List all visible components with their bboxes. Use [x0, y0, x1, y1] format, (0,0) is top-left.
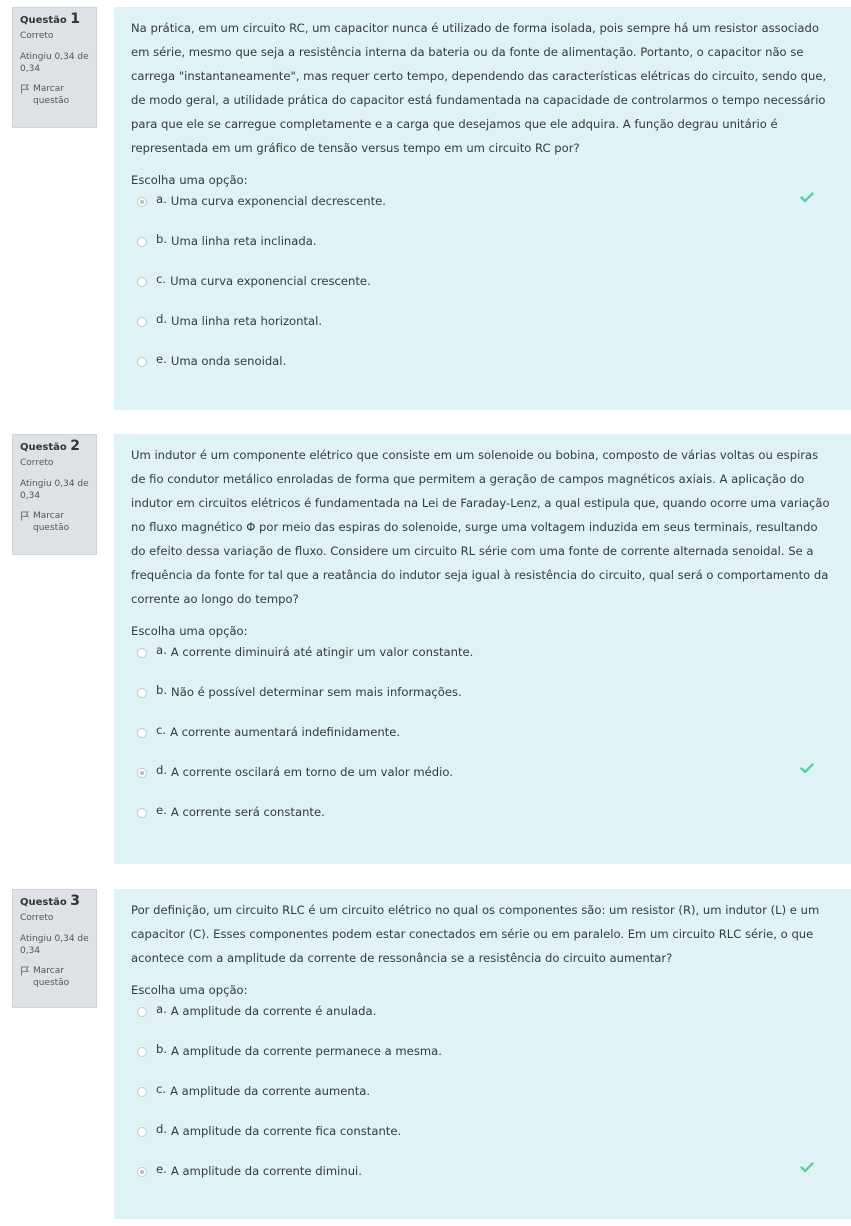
answer-letter: a.	[156, 192, 167, 206]
answer-letter: b.	[156, 232, 168, 246]
flag-question-label: Marcar questão	[33, 511, 70, 533]
question-label: Questão	[20, 442, 67, 453]
question-number-value: 3	[70, 893, 80, 909]
answer-text: A amplitude da corrente permanece a mesma.	[171, 1044, 442, 1058]
question-grade: Atingiu 0,34 de 0,34	[20, 52, 89, 74]
answer-option-c[interactable]	[131, 721, 834, 761]
question-grade: Atingiu 0,34 de 0,34	[20, 934, 89, 956]
answer-letter: e.	[156, 352, 167, 366]
question-content	[114, 7, 851, 410]
question-number-value: 2	[70, 438, 80, 454]
answer-prompt: Escolha uma opção:	[131, 983, 248, 997]
question-number	[20, 895, 89, 909]
answer-text: A corrente diminuirá até atingir um valor constante.	[170, 645, 474, 659]
flag-icon	[20, 511, 30, 521]
answer-option-a[interactable]	[131, 1000, 834, 1040]
question-info	[12, 434, 97, 555]
answer-option-d[interactable]	[131, 1120, 834, 1160]
answer-letter: d.	[156, 763, 168, 777]
answer-text: Uma linha reta inclinada.	[171, 234, 317, 248]
answer-text: A amplitude da corrente fica constante.	[171, 1124, 402, 1138]
radio-button[interactable]	[137, 728, 147, 738]
check-icon	[800, 1162, 814, 1173]
question-info	[12, 889, 97, 1008]
answer-letter: c.	[156, 272, 167, 286]
flag-question-label: Marcar questão	[33, 966, 70, 988]
radio-button[interactable]	[137, 1047, 147, 1057]
answer-letter: a.	[156, 1002, 167, 1016]
answer-list	[131, 190, 834, 390]
answer-text: A amplitude da corrente diminui.	[170, 1164, 362, 1178]
question-text: Por definição, um circuito RLC é um circuito elétrico no qual os componentes são: um resistor (R), um indutor (L) e um capacitor (C). Esses componentes podem estar conectados em série ou em paralelo. Em um circuito RLC série, o que acontece com a amplitude da corrente de ressonância se a resistência do circuito aumentar?	[131, 903, 820, 965]
question-content	[114, 434, 851, 864]
answer-letter: a.	[156, 643, 167, 657]
flag-question-button[interactable]	[20, 83, 89, 107]
answer-letter: e.	[156, 1162, 167, 1176]
answer-option-d[interactable]	[131, 761, 834, 801]
answer-option-e[interactable]	[131, 1160, 834, 1200]
answer-option-b[interactable]	[131, 1040, 834, 1080]
check-icon	[800, 192, 814, 203]
answer-letter: c.	[156, 723, 167, 737]
check-icon	[800, 763, 814, 774]
answer-option-e[interactable]	[131, 801, 834, 841]
answer-letter: d.	[156, 312, 168, 326]
question-text: Na prática, em um circuito RC, um capacitor nunca é utilizado de forma isolada, pois sempre há um resistor associado em série, mesmo que seja a resistência interna da bateria ou da fonte de alimentação. Portanto, o capacitor não se carrega "instantaneamente", mas requer certo tempo, dependendo das características elétricas do circuito, sendo que, de modo geral, a utilidade prática do capacitor está fundamentada na capacidade de controlarmos o tempo necessário para que ele se carregue completamente e a carga que desejamos que ele adquira. A função degrau unitário é representada em um gráfico de tensão versus tempo em um circuito RC por?	[131, 21, 827, 155]
question-1	[0, 7, 851, 410]
answer-option-e[interactable]	[131, 350, 834, 390]
answer-text: Uma curva exponencial crescente.	[170, 274, 371, 288]
answer-letter: b.	[156, 1042, 168, 1056]
answer-text: A amplitude da corrente aumenta.	[170, 1084, 371, 1098]
answer-letter: c.	[156, 1082, 167, 1096]
flag-question-label: Marcar questão	[33, 84, 70, 106]
radio-button[interactable]	[137, 1007, 147, 1017]
answer-text: Uma linha reta horizontal.	[171, 314, 323, 328]
answer-text: A corrente oscilará em torno de um valor médio.	[171, 765, 453, 779]
radio-button[interactable]	[137, 808, 147, 818]
answer-list	[131, 641, 834, 841]
question-number	[20, 13, 89, 27]
question-info	[12, 7, 97, 128]
question-3	[0, 889, 851, 1219]
question-grade: Atingiu 0,34 de 0,34	[20, 479, 89, 501]
answer-letter: b.	[156, 683, 168, 697]
question-label: Questão	[20, 15, 67, 26]
flag-icon	[20, 84, 30, 94]
radio-button[interactable]	[137, 277, 147, 287]
answer-text: A corrente aumentará indefinidamente.	[170, 725, 401, 739]
radio-button[interactable]	[137, 237, 147, 247]
answer-text: Uma onda senoidal.	[170, 354, 287, 368]
answer-option-c[interactable]	[131, 270, 834, 310]
radio-button[interactable]	[137, 317, 147, 327]
radio-button[interactable]	[137, 197, 147, 207]
answer-prompt: Escolha uma opção:	[131, 173, 248, 187]
answer-letter: d.	[156, 1122, 168, 1136]
answer-option-a[interactable]	[131, 190, 834, 230]
answer-text: Uma curva exponencial decrescente.	[170, 194, 386, 208]
flag-question-button[interactable]	[20, 510, 89, 534]
answer-option-b[interactable]	[131, 230, 834, 270]
radio-button[interactable]	[137, 357, 147, 367]
radio-button[interactable]	[137, 768, 147, 778]
question-state: Correto	[20, 458, 54, 468]
question-state: Correto	[20, 913, 54, 923]
answer-option-c[interactable]	[131, 1080, 834, 1120]
question-label: Questão	[20, 897, 67, 908]
answer-prompt: Escolha uma opção:	[131, 624, 248, 638]
answer-letter: e.	[156, 803, 167, 817]
answer-text: A amplitude da corrente é anulada.	[170, 1004, 377, 1018]
radio-button[interactable]	[137, 1087, 147, 1097]
flag-icon	[20, 966, 30, 976]
radio-button[interactable]	[137, 1167, 147, 1177]
answer-option-a[interactable]	[131, 641, 834, 681]
radio-button[interactable]	[137, 648, 147, 658]
radio-button[interactable]	[137, 688, 147, 698]
answer-list	[131, 1000, 834, 1200]
question-number-value: 1	[70, 11, 80, 27]
answer-option-b[interactable]	[131, 681, 834, 721]
answer-text: A corrente será constante.	[170, 805, 325, 819]
question-text: Um indutor é um componente elétrico que consiste em um solenoide ou bobina, composto de várias voltas ou espiras de fio condutor metálico enroladas de forma que permitem a geração de campos magnéticos axiais. A aplicação do indutor em circuitos elétricos é fundamentada na Lei de Faraday-Lenz, a qual estipula que, quando ocorre uma variação no fluxo magnético Φ por meio das espiras do solenoide, surge uma voltagem induzida em seus terminais, resultando do efeito dessa variação de fluxo. Considere um circuito RL série com uma fonte de corrente alternada senoidal. Se a frequência da fonte for tal que a reatância do indutor seja igual à resistência do circuito, qual será o comportamento da corrente ao longo do tempo?	[131, 448, 830, 606]
question-content	[114, 889, 851, 1219]
answer-option-d[interactable]	[131, 310, 834, 350]
question-2	[0, 434, 851, 864]
answer-text: Não é possível determinar sem mais informações.	[171, 685, 462, 699]
radio-button[interactable]	[137, 1127, 147, 1137]
question-state: Correto	[20, 31, 54, 41]
question-number	[20, 440, 89, 454]
flag-question-button[interactable]	[20, 965, 89, 989]
